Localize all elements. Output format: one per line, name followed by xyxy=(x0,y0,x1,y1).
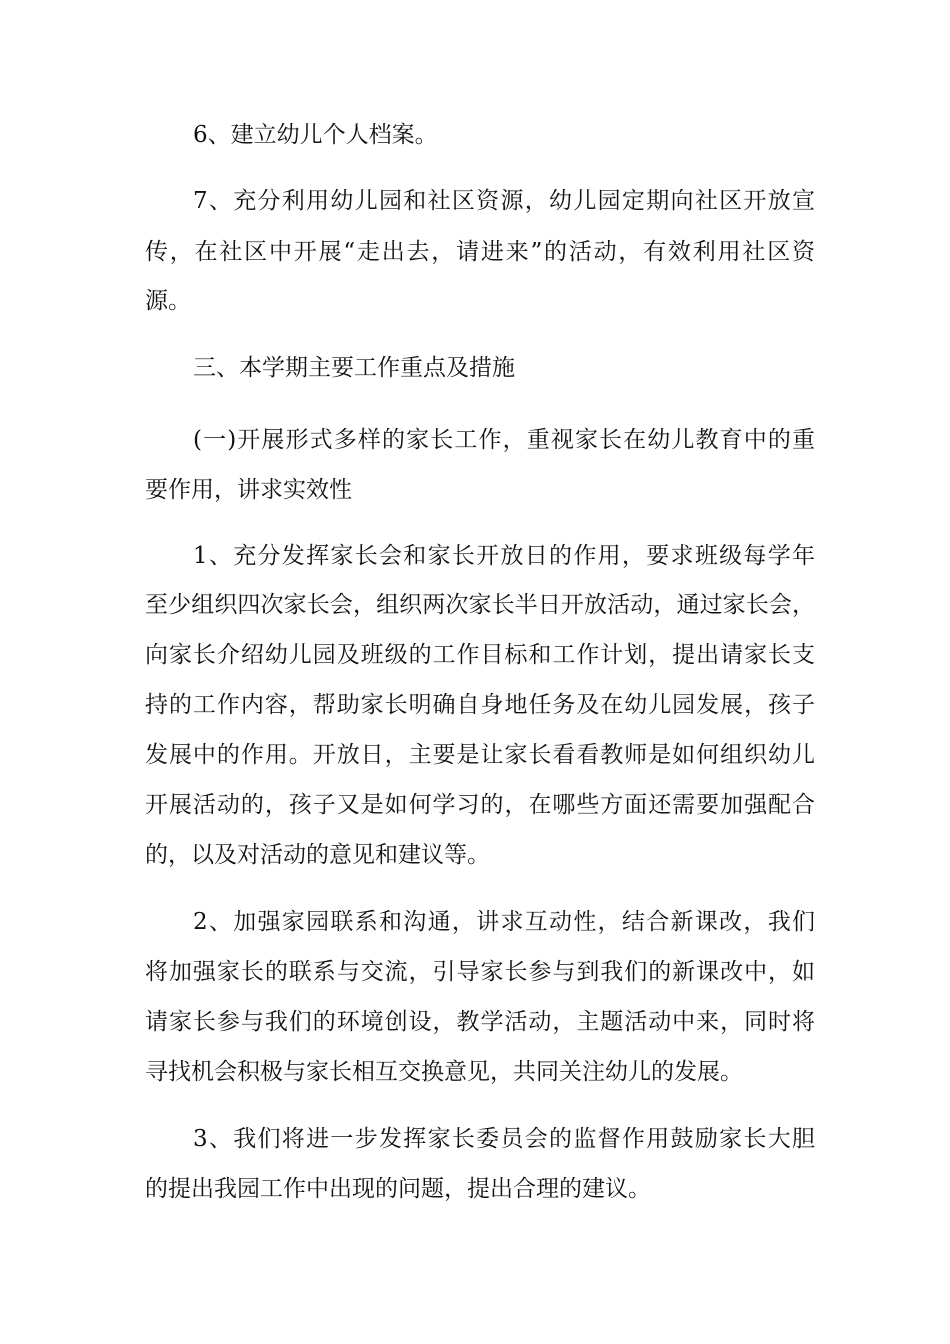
point-2-line-4: 寻找机会积极与家长相互交换意见，共同关注幼儿的发展。 xyxy=(145,1059,743,1085)
subsection-1-heading-line-2: 要作用，讲求实效性 xyxy=(145,477,352,503)
section-3-heading: 三、本学期主要工作重点及措施 xyxy=(193,355,515,381)
point-3-line-1: 3、我们将进一步发挥家长委员会的监督作用鼓励家长大胆 xyxy=(193,1126,815,1152)
point-1-line-3: 向家长介绍幼儿园及班级的工作目标和工作计划，提出请家长支 xyxy=(145,642,815,668)
subsection-1-heading-line-1: (一)开展形式多样的家长工作，重视家长在幼儿教育中的重 xyxy=(193,427,815,453)
point-1-line-6: 开展活动的，孩子又是如何学习的，在哪些方面还需要加强配合 xyxy=(145,792,815,818)
point-2-line-1: 2、加强家园联系和沟通，讲求互动性，结合新课改，我们 xyxy=(193,909,815,935)
point-1-line-7: 的，以及对活动的意见和建议等。 xyxy=(145,842,490,868)
point-1-line-1: 1、充分发挥家长会和家长开放日的作用，要求班级每学年 xyxy=(193,543,815,569)
point-2-line-3: 请家长参与我们的环境创设，教学活动，主题活动中来，同时将 xyxy=(145,1009,815,1035)
point-2-line-2: 将加强家长的联系与交流，引导家长参与到我们的新课改中，如 xyxy=(145,959,815,985)
item-6-line-1: 6、建立幼儿个人档案。 xyxy=(193,122,438,148)
point-1-line-5: 发展中的作用。开放日，主要是让家长看看教师是如何组织幼儿 xyxy=(145,742,815,768)
point-1-line-2: 至少组织四次家长会，组织两次家长半日开放活动，通过家长会， xyxy=(145,592,815,618)
point-1-line-4: 持的工作内容，帮助家长明确自身地任务及在幼儿园发展，孩子 xyxy=(145,692,815,718)
item-7-line-3: 源。 xyxy=(145,288,191,314)
item-7-line-2: 传，在社区中开展“走出去，请进来”的活动，有效利用社区资 xyxy=(145,239,815,265)
item-7-line-1: 7、充分利用幼儿园和社区资源，幼儿园定期向社区开放宣 xyxy=(193,188,815,214)
point-3-line-2: 的提出我园工作中出现的问题，提出合理的建议。 xyxy=(145,1176,651,1202)
